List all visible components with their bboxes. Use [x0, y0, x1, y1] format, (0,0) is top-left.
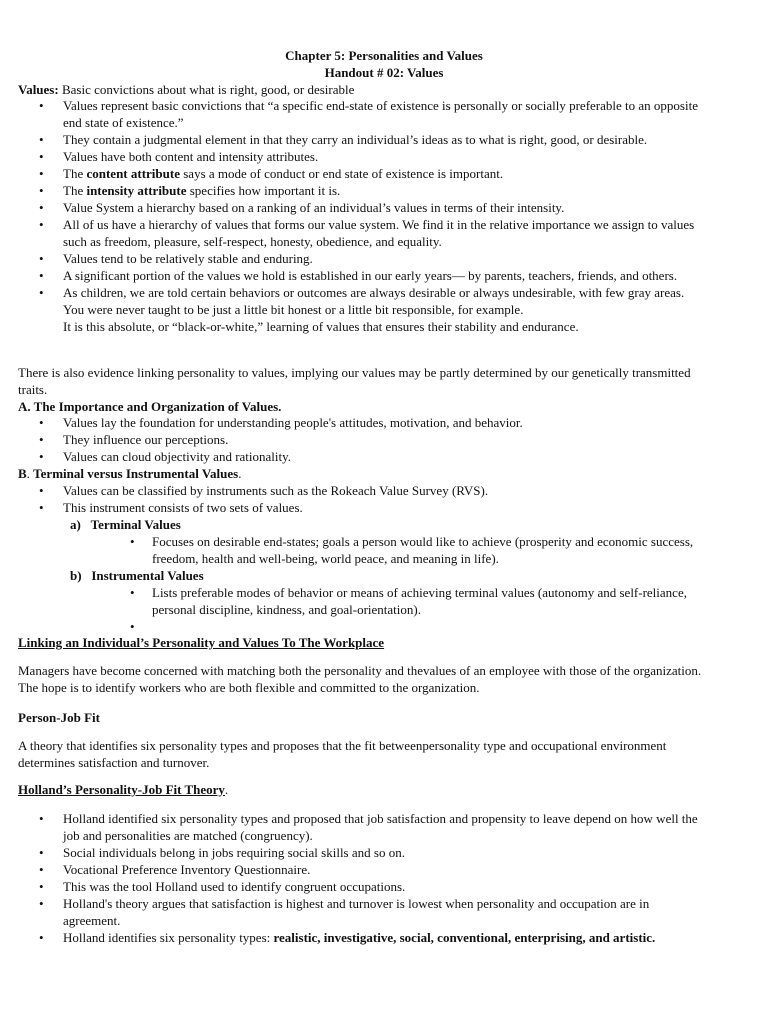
workplace-paragraph: Managers have become concerned with matching both the personality and thevalues of an employee with those of the organization. The hope is to identify workers who are both flexible and committed to the organization.	[18, 663, 702, 695]
list-item: • Values can be classified by instruments such as the Rokeach Value Survey (RVS).	[39, 482, 759, 499]
section-b-list	[39, 482, 759, 516]
instrumental-values-heading: b) Instrumental Values	[70, 568, 204, 583]
list-item: • As children, we are told certain behaviors or outcomes are always desirable or always undesirable, with few gray areas. You were never taught to be just a little bit honest or a little bit responsible, for example. It is this absolute, or “black-or-white,” learning of values that ensures their stability and endurance.	[39, 284, 759, 335]
list-item: • Holland identifies six personality types: realistic, investigative, social, conventional, enterprising, and artistic.	[39, 929, 759, 946]
chapter-title: Chapter 5: Personalities and Values	[285, 48, 483, 63]
list-item: • This was the tool Holland used to identify congruent occupations.	[39, 878, 759, 895]
workplace-heading: Linking an Individual’s Personality and Values To The Workplace	[18, 635, 385, 650]
list-item: • Vocational Preference Inventory Questionnaire.	[39, 861, 759, 878]
person-job-fit-paragraph: A theory that identifies six personality types and proposes that the fit betweenpersonality type and occupational environment determines satisfaction and turnover.	[18, 738, 667, 770]
list-item: • The content attribute says a mode of conduct or end state of existence is important.	[39, 165, 759, 182]
list-item: • Values lay the foundation for understanding people's attitudes, motivation, and behavior.	[39, 414, 759, 431]
list-item: • Holland identified six personality types and proposed that job satisfaction and propensity to leave depend on how well the job and personalities are matched (congruency).	[39, 810, 759, 844]
person-job-fit-heading: Person-Job Fit	[18, 710, 100, 725]
list-item: • Holland's theory argues that satisfaction is highest and turnover is lowest when personality and occupation are in agreement.	[39, 895, 759, 929]
list-item: • Lists preferable modes of behavior or means of achieving terminal values (autonomy and self-reliance, personal discipline, kindness, and goal-orientation).	[130, 584, 750, 618]
values-bullet-list	[39, 97, 759, 335]
evidence-paragraph: There is also evidence linking personality to values, implying our values may be partly determined by our genetically transmitted traits.	[18, 365, 691, 397]
holland-list	[39, 810, 759, 946]
empty-list-item	[130, 618, 750, 635]
list-item: • Social individuals belong in jobs requiring social skills and so on.	[39, 844, 759, 861]
section-a-heading: A. The Importance and Organization of Values.	[18, 399, 282, 414]
list-item: • All of us have a hierarchy of values that forms our value system. We find it in the relative importance we assign to values such as freedom, pleasure, self-respect, honesty, obedience, and equality.	[39, 216, 759, 250]
terminal-values-list	[130, 533, 750, 567]
section-a-list	[39, 414, 759, 465]
list-item: • Values tend to be relatively stable and enduring.	[39, 250, 759, 267]
instrumental-values-list	[130, 584, 750, 635]
intensity-attribute-term: intensity attribute	[86, 183, 187, 198]
values-definition-text: Basic convictions about what is right, good, or desirable	[58, 82, 355, 97]
list-item: • The intensity attribute specifies how important it is.	[39, 182, 759, 199]
list-item: • Values represent basic convictions that “a specific end-state of existence is personally or socially preferable to an opposite end state of existence.”	[39, 97, 759, 131]
personality-types-list: realistic, investigative, social, conventional, enterprising, and artistic.	[273, 930, 656, 945]
terminal-values-heading: a) Terminal Values	[70, 517, 181, 532]
section-b-heading: B. Terminal versus Instrumental Values.	[18, 466, 242, 481]
list-item: • A significant portion of the values we hold is established in our early years— by parents, teachers, friends, and others.	[39, 267, 759, 284]
holland-heading: Holland’s Personality-Job Fit Theory.	[18, 782, 229, 797]
values-label: Values:	[18, 82, 59, 97]
list-item: • Value System a hierarchy based on a ranking of an individual’s values in terms of their intensity.	[39, 199, 759, 216]
content-attribute-term: content attribute	[86, 166, 180, 181]
list-item: • This instrument consists of two sets of values.	[39, 499, 759, 516]
list-item: • They influence our perceptions.	[39, 431, 759, 448]
values-definition	[18, 81, 354, 98]
list-item: • They contain a judgmental element in that they carry an individual’s ideas as to what is right, good, or desirable.	[39, 131, 759, 148]
list-item: • Values can cloud objectivity and rationality.	[39, 448, 759, 465]
list-item: • Focuses on desirable end-states; goals a person would like to achieve (prosperity and economic success, freedom, health and well-being, world peace, and meaning in life).	[130, 533, 750, 567]
handout-title: Handout # 02: Values	[324, 65, 444, 80]
list-item: • Values have both content and intensity attributes.	[39, 148, 759, 165]
